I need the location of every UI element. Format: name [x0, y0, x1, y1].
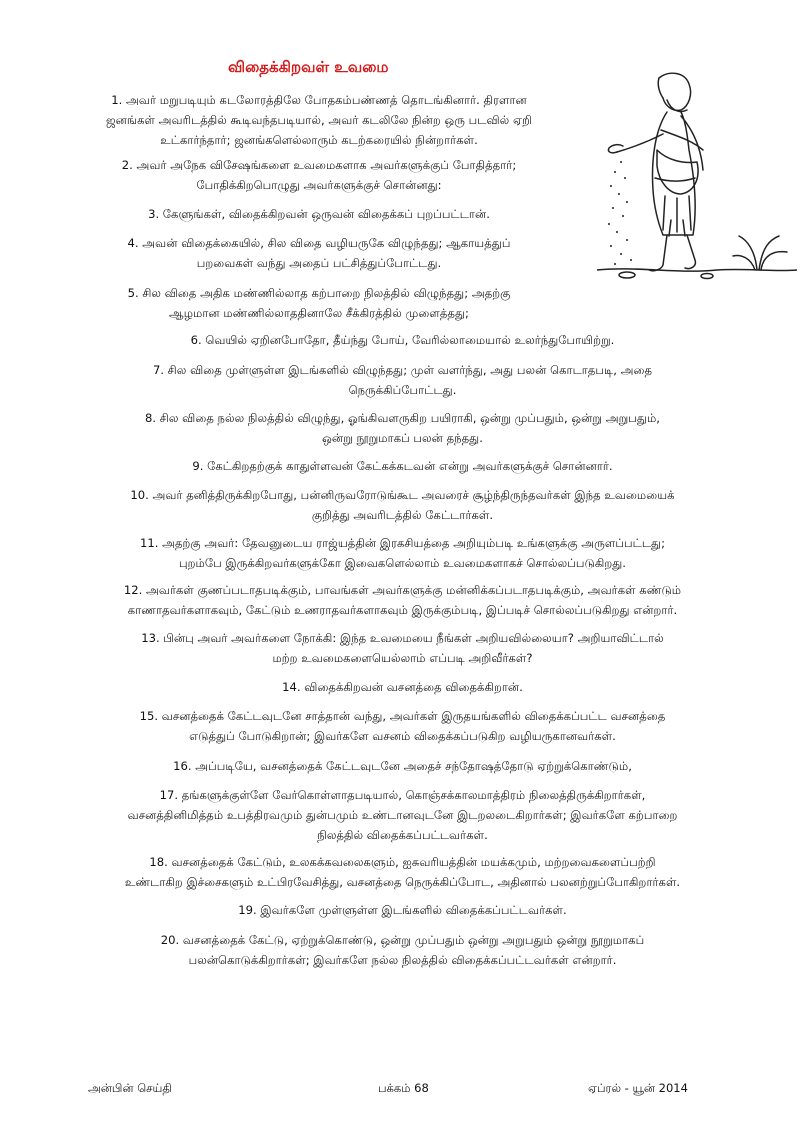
- footer-page-number: பக்கம் 68: [378, 1081, 429, 1095]
- sower-illustration-icon: [597, 70, 797, 285]
- verse-line: 15. வசனத்தைக் கேட்டவுடனே சாத்தான் வந்து, அவர்கள் இருதயங்களில் விதைக்கப்பட்ட வசனத்தை: [139, 709, 666, 723]
- verse-7: [20, 360, 785, 400]
- verse-line: ஆழமான மண்ணில்லாததினாலே சீக்கிரத்தில் முளைத்தது;: [169, 306, 469, 320]
- verse-line: 3. கேளுங்கள், விதைக்கிறவன் ஒருவன் விதைக்கப் புறப்பட்டான்.: [148, 207, 490, 221]
- verse-17: [20, 785, 785, 845]
- verse-6: [20, 330, 785, 350]
- verse-line: 13. பின்பு அவர் அவர்களை நோக்கி: இந்த உவமையை நீங்கள் அறியவில்லையா? அறியாவிட்டால்: [141, 631, 664, 645]
- verse-line: 5. சில விதை அதிக மண்ணில்லாத கற்பாறை நிலத்தில் விழுந்தது; அதற்கு: [127, 286, 511, 300]
- verse-3: [40, 204, 598, 224]
- verse-line: 20. வசனத்தைக் கேட்டு, ஏற்றுக்கொண்டு, ஒன்று முப்பதும் ஒன்று அறுபதும் ஒன்று நூறுமாகப்: [160, 933, 645, 947]
- verse-line: 9. கேட்கிறதற்குக் காதுள்ளவன் கேட்கக்கடவன் என்று அவர்களுக்குச் சொன்னார்.: [192, 459, 613, 473]
- verse-line: பறவைகள் வந்து அதைப் பட்சித்துப்போட்டது.: [196, 256, 442, 270]
- verse-line: 12. அவர்கள் குணப்படாதபடிக்கும், பாவங்கள் அவர்களுக்கு மன்னிக்கப்படாதபடிக்கும், அவர்கள் கண்டும்: [123, 583, 682, 597]
- verse-16: [20, 756, 785, 776]
- verse-11: [20, 533, 785, 573]
- verse-line: காணாதவர்களாகவும், கேட்டும் உணராதவர்களாகவும் இருக்கும்படி, இப்படிச் சொல்லப்படுகிறது என்றார்.: [127, 603, 678, 617]
- verse-line: 8. சில விதை நல்ல நிலத்தில் விழுந்து, ஓங்கிவளருகிற பயிராகி, ஒன்று முப்பதும், ஒன்று அறுபதும்,: [145, 411, 660, 425]
- verse-19: [20, 900, 785, 920]
- verse-5: [40, 283, 598, 323]
- verse-8: [20, 408, 785, 448]
- verse-4: [40, 233, 598, 273]
- verse-line: போதிக்கிறபொழுது அவர்களுக்குச் சொன்னது:: [196, 178, 442, 192]
- verse-line: புறம்பே இருக்கிறவர்களுக்கோ இவைகளெல்லாம் உவமைகளாகச் சொல்லப்படுகிறது.: [179, 556, 626, 570]
- verse-line: மற்ற உவமைகளையெல்லாம் எப்படி அறிவீர்கள்?: [272, 651, 533, 665]
- verse-line: ஒன்று நூறுமாகப் பலன் தந்தது.: [322, 431, 483, 445]
- verse-line: குறித்து அவரிடத்தில் கேட்டார்கள்.: [311, 508, 494, 522]
- verse-line: 6. வெயில் ஏறினபோதோ, தீய்ந்து போய், வேரில்லாமையால் உலர்ந்துபோயிற்று.: [190, 333, 615, 347]
- verse-13: [20, 628, 785, 668]
- verse-line: 11. அதற்கு அவர்: தேவனுடைய ராஜ்யத்தின் இரகசியத்தை அறியும்படி உங்களுக்கு அருளப்பட்டது;: [139, 536, 666, 550]
- verse-9: [20, 456, 785, 476]
- verse-line: வசனத்தினிமித்தம் உபத்திரவமும் துன்பமும் உண்டானவுடனே இடறலடைகிறார்கள்; இவர்களே கற்பாறை: [127, 808, 678, 822]
- verse-line: 18. வசனத்தைக் கேட்டும், உலகக்கவலைகளும், ஐசுவரியத்தின் மயக்கமும், மற்றவைகளைப்பற்றி: [149, 855, 656, 869]
- verse-line: பலன்கொடுக்கிறார்கள்; இவர்களே நல்ல நிலத்தில் விதைக்கப்பட்டவர்கள் என்றார்.: [188, 953, 617, 967]
- verse-line: 4. அவன் விதைக்கையில், சில விதை வழியருகே விழுந்தது; ஆகாயத்துப்: [127, 236, 511, 250]
- verse-line: உண்டாகிற இச்சைகளும் உட்பிரவேசித்து, வசனத்தை நெருக்கிப்போட, அதினால் பலனற்றுப்போகிறார்கள்.: [124, 875, 681, 889]
- verse-10: [20, 485, 785, 525]
- verse-line: ஜனங்கள் அவரிடத்தில் கூடிவந்தபடியால், அவர் கடலிலே நின்ற ஒரு படவில் ஏறி: [106, 113, 532, 127]
- verse-14: [20, 677, 785, 697]
- verse-line: 19. இவர்களே முள்ளுள்ள இடங்களில் விதைக்கப்பட்டவர்கள்.: [238, 903, 567, 917]
- verse-line: 17. தங்களுக்குள்ளே வேர்கொள்ளாதபடியால், கொஞ்சக்காலமாத்திரம் நிலைத்திருக்கிறார்கள்,: [159, 788, 646, 802]
- verse-18: [20, 852, 785, 892]
- verse-20: [20, 930, 785, 970]
- verse-line: எடுத்துப் போடுகிறான்; இவர்களே வசனம் விதைக்கப்படுகிற வழியருகானவர்கள்.: [189, 729, 616, 743]
- verse-15: [20, 706, 785, 746]
- verse-line: 16. அப்படியே, வசனத்தைக் கேட்டவுடனே அதைச் சந்தோஷத்தோடு ஏற்றுக்கொண்டும்,: [173, 759, 632, 773]
- verse-line: 2. அவர் அநேக விசேஷங்களை உவமைகளாக அவர்களுக்குப் போதித்தார்;: [121, 158, 517, 172]
- page-title: விதைக்கிறவள் உவமை: [228, 58, 389, 76]
- verse-line: உட்கார்ந்தார்; ஜனங்களெல்லாரும் கடற்கரையில் நின்றார்கள்.: [160, 133, 478, 147]
- footer-publication: அன்பின் செய்தி: [88, 1081, 172, 1095]
- verse-line: 10. அவர் தனித்திருக்கிறபோது, பன்னிருவரோடுங்கூட அவரைச் சூழ்ந்திருந்தவர்கள் இந்த உவமையைக்: [130, 488, 675, 502]
- verse-line: நிலத்தில் விதைக்கப்பட்டவர்கள்.: [317, 828, 488, 842]
- verse-1: [40, 90, 598, 150]
- verse-line: 1. அவர் மறுபடியும் கடலோரத்திலே போதகம்பண்ணத் தொடங்கினார். திரளான: [111, 93, 527, 107]
- verse-line: நெருக்கிப்போட்டது.: [348, 383, 457, 397]
- verse-line: 14. விதைக்கிறவன் வசனத்தை விதைக்கிறான்.: [282, 680, 523, 694]
- verse-2: [40, 155, 598, 195]
- verse-12: [20, 580, 785, 620]
- footer-issue-date: ஏப்ரல் - யூன் 2014: [588, 1081, 688, 1095]
- verse-line: 7. சில விதை முள்ளுள்ள இடங்களில் விழுந்தது; முள் வளர்ந்து, அது பலன் கொடாதபடி, அதை: [152, 363, 653, 377]
